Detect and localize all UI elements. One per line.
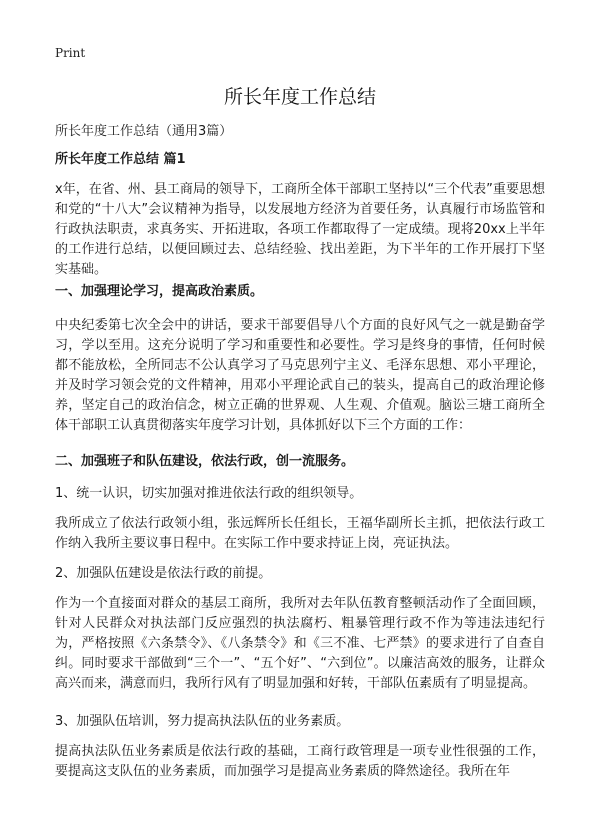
section-1-paragraph: 中央纪委第七次全会中的讲话，要求干部要倡导八个方面的良好风气之一就是勤奋学习，学以至用。这充分说明了学习和重要性和必要性。学习是终身的事情，任何时候都不能放松，全所同志不公认真学习了马克思列宁主义、毛泽东思想、邓小平理论，并及时学习领会党的文件精神，用邓小平理论武自己的装头，提高自己的政治理论修养，坚定自己的政治信念，树立正确的世界观、人生观、介值观。脑讼三塘工商所全体干部职工认真贯彻落实年度学习计划，具体抓好以下三个方面的工作： (55, 318, 545, 433)
section-2-item-3-paragraph: 提高执法队伍业务素质是依法行政的基础，工商行政管理是一项专业性很强的工作，要提高这支队伍的业务素质，而加强学习是提高业务素质的降然途径。我所在年 (55, 744, 545, 779)
article-heading: 所长年度工作总结 篇1 (55, 152, 186, 167)
print-link[interactable]: Print (55, 46, 86, 60)
section-2-item-1-paragraph: 我所成立了依法行政领小组，张远辉所长任组长，王福华副所长主抓，把依法行政工作纳入我所主要议事日程中。在实际工作中要求持证上岗，亮证执法。 (55, 516, 545, 551)
section-2-item-2-label: 2、加强队伍建设是依法行政的前提。 (55, 566, 272, 581)
section-2-heading: 二、加强班子和队伍建设，依法行政，创一流服务。 (55, 454, 355, 469)
document-subtitle: 所长年度工作总结（通用3篇） (55, 124, 233, 139)
section-1-heading: 一、加强理论学习，提高政治素质。 (55, 284, 264, 299)
section-2-item-3-label: 3、加强队伍培训，努力提高执法队伍的业务素质。 (55, 714, 350, 729)
section-2-item-1-label: 1、统一认识，切实加强对推进依法行政的组织领导。 (55, 486, 363, 501)
intro-paragraph: x年，在省、州、县工商局的领导下，工商所全体干部职工坚持以“三个代表”重要思想和党的“十八大”会议精神为指导，以发展地方经济为首要任务，认真履行市场监管和行政执法职责，求真务实、开拓进取，各项工作都取得了一定成绩。现将20xx上半年的工作进行总结，以便回顾过去、总结经验、找出差距，为下半年的工作开展打下坚实基础。 (55, 182, 545, 277)
document-title: 所长年度工作总结 (223, 86, 376, 108)
section-2-item-2-paragraph: 作为一个直接面对群众的基层工商所，我所对去年队伍教育整顿活动作了全面回顾，针对人民群众对执法部门反应强烈的执法腐朽、粗暴管理行政不作为等违法违纪行为，严格按照《六条禁令》、《八条禁令》和《三不准、七严禁》的要求进行了自查自纠。同时要求干部做到“三个一”、“五个好”、“六到位”。以廉洁高效的服务，让群众高兴而来，满意而归，我所行风有了明显加强和好转，干部队伍素质有了明显提高。 (55, 596, 545, 691)
